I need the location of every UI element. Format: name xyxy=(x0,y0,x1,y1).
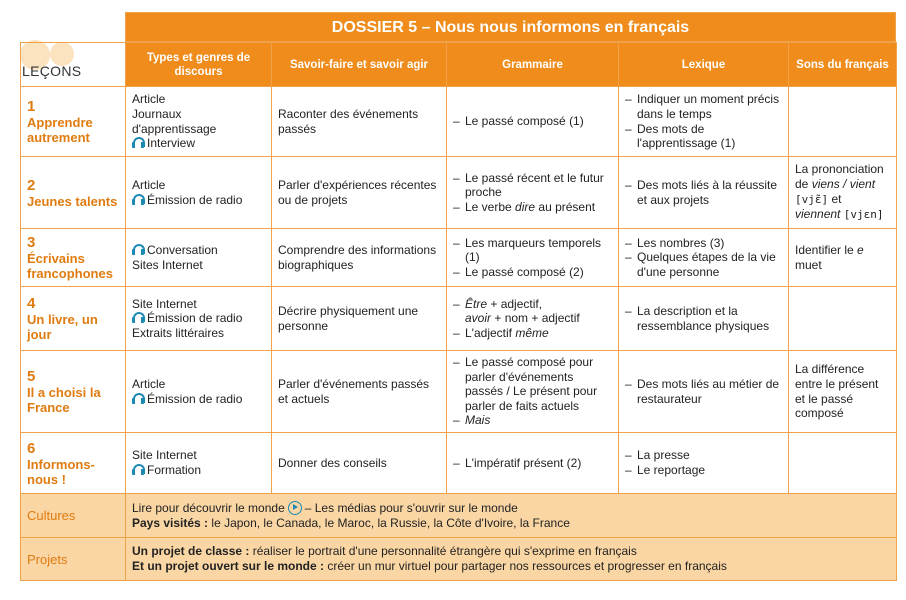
curriculum-table xyxy=(20,42,897,581)
lesson-2-types: Article Émission de radio xyxy=(126,157,272,229)
lesson-4-grammaire: – Être + adjectif, avoir + nom + adjectif – L'adjectif même xyxy=(447,287,619,351)
lesson-5-title: 5 Il a choisi la France xyxy=(21,351,126,433)
lesson-row-5 xyxy=(21,351,897,433)
lesson-2-lexique: – Des mots liés à la réussite et aux projets xyxy=(619,157,789,229)
lesson-1-title: 1 Apprendre autrement xyxy=(21,87,126,157)
lesson-5-lexique: – Des mots liés au métier de restaurateur xyxy=(619,351,789,433)
cultures-content: Lire pour découvrir le monde – Les médias pour s'ouvrir sur le monde Pays visités : le Japon, le Canada, le Maroc, la Russie, la Côte d'Ivoire, la France xyxy=(126,494,897,538)
headphones-icon xyxy=(132,464,144,475)
lesson-3-sons: Identifier le e muet xyxy=(789,229,897,287)
lesson-5-types: Article Émission de radio xyxy=(126,351,272,433)
lesson-4-savoir: Décrire physiquement une personne xyxy=(272,287,447,351)
headphones-icon xyxy=(132,194,144,205)
lesson-row-2 xyxy=(21,157,897,229)
headphones-icon xyxy=(132,244,144,255)
lesson-4-lexique: – La description et la ressemblance physiques xyxy=(619,287,789,351)
lesson-6-lexique: – La presse – Le reportage xyxy=(619,433,789,494)
header-spacer xyxy=(21,43,126,87)
lesson-6-types: Site Internet Formation xyxy=(126,433,272,494)
col-header-types: Types et genres de discours xyxy=(126,43,272,87)
dossier-banner: DOSSIER 5 – Nous nous informons en français xyxy=(125,12,896,42)
play-circle-icon xyxy=(288,501,302,515)
lesson-3-lexique: – Les nombres (3) – Quelques étapes de la vie d'une personne xyxy=(619,229,789,287)
col-header-lexique: Lexique xyxy=(619,43,789,87)
lesson-2-grammaire: – Le passé récent et le futur proche – Le verbe dire au présent xyxy=(447,157,619,229)
lesson-5-sons: La différence entre le présent et le passé composé xyxy=(789,351,897,433)
lesson-2-sons: La prononciation de viens / vient [vjɛ̃] et viennent [vjɛn] xyxy=(789,157,897,229)
lesson-6-grammaire: – L'impératif présent (2) xyxy=(447,433,619,494)
lesson-4-title: 4 Un livre, un jour xyxy=(21,287,126,351)
lesson-row-3 xyxy=(21,229,897,287)
cultures-row xyxy=(21,494,897,538)
lesson-2-savoir: Parler d'expériences récentes ou de projets xyxy=(272,157,447,229)
lesson-4-types: Site Internet Émission de radio Extraits littéraires xyxy=(126,287,272,351)
lesson-3-grammaire: – Les marqueurs temporels (1) – Le passé composé (2) xyxy=(447,229,619,287)
projets-content: Un projet de classe : réaliser le portrait d'une personnalité étrangère qui s'exprime en français Et un projet ouvert sur le monde : créer un mur virtuel pour partager nos ressources et progresser en français xyxy=(126,538,897,581)
lesson-row-4 xyxy=(21,287,897,351)
headphones-icon xyxy=(132,312,144,323)
projets-label: Projets xyxy=(21,538,126,581)
lesson-1-lexique: – Indiquer un moment précis dans le temps – Des mots de l'apprentissage (1) xyxy=(619,87,789,157)
lesson-6-savoir: Donner des conseils xyxy=(272,433,447,494)
cultures-label: Cultures xyxy=(21,494,126,538)
headphones-icon xyxy=(132,137,144,148)
lesson-6-sons xyxy=(789,433,897,494)
lesson-1-sons xyxy=(789,87,897,157)
lesson-5-grammaire: – Le passé composé pour parler d'événements passés / Le présent pour parler de faits actuels – Mais xyxy=(447,351,619,433)
col-header-savoir: Savoir-faire et savoir agir xyxy=(272,43,447,87)
col-header-grammaire: Grammaire xyxy=(447,43,619,87)
headphones-icon xyxy=(132,393,144,404)
lesson-1-types: Article Journaux d'apprentissage Interview xyxy=(126,87,272,157)
lesson-row-1 xyxy=(21,87,897,157)
lecons-title: LEÇONS xyxy=(22,63,82,79)
col-header-sons: Sons du français xyxy=(789,43,897,87)
lesson-4-sons xyxy=(789,287,897,351)
lesson-2-title: 2 Jeunes talents xyxy=(21,157,126,229)
lesson-3-title: 3 Écrivains francophones xyxy=(21,229,126,287)
lesson-3-savoir: Comprendre des informations biographiques xyxy=(272,229,447,287)
lesson-1-savoir: Raconter des événements passés xyxy=(272,87,447,157)
lesson-5-savoir: Parler d'événements passés et actuels xyxy=(272,351,447,433)
lesson-row-6 xyxy=(21,433,897,494)
lesson-1-grammaire: – Le passé composé (1) xyxy=(447,87,619,157)
header-row xyxy=(21,43,897,87)
lesson-6-title: 6 Informons-nous ! xyxy=(21,433,126,494)
projets-row xyxy=(21,538,897,581)
lesson-3-types: Conversation Sites Internet xyxy=(126,229,272,287)
